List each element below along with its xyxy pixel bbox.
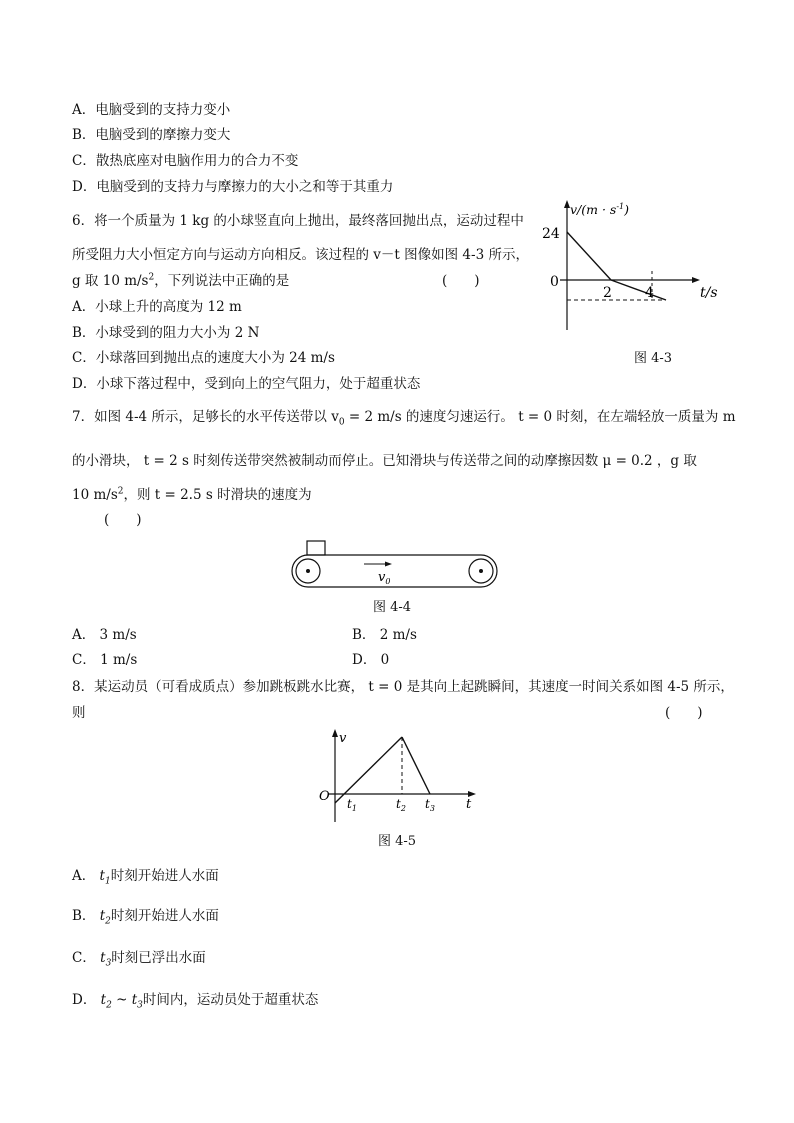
q6-stem-line2: 所受阻力大小恒定方向与运动方向相反。该过程的 v－t 图像如图 4-3 所示，	[72, 247, 529, 263]
origin-label: 0	[550, 274, 559, 290]
q7-stem-line2: 的小滑块， t = 2 s 时刻传送带突然被制动而停止。已知滑块与传送带之间的动摩擦因数 μ = 0.2 ，g 取	[72, 453, 697, 469]
falling-segment	[611, 280, 666, 300]
q6-stem-line1: 6．将一个质量为 1 kg 的小球竖直向上抛出，最终落回抛出点，运动过程中	[72, 213, 524, 229]
left-pulley-axle-icon	[306, 569, 310, 573]
q8-option-c: C． $t_3$时刻已浮出水面	[72, 950, 206, 969]
q8-option-d: D． $t_2$ ~ $t_3$时间内，运动员处于超重状态	[72, 992, 319, 1011]
y-axis-label: v	[339, 731, 347, 746]
x-tick-4: 4	[645, 285, 654, 301]
q5-option-b: B．电脑受到的摩擦力变大	[72, 127, 231, 143]
q7-option-c: C． 1 m/s	[72, 652, 138, 668]
q5-option-a: A．电脑受到的支持力变小	[72, 102, 231, 118]
q5-option-c: C．散热底座对电脑作用力的合力不变	[72, 153, 299, 169]
q6-stem-line3: g 取 10 $m/s^2$，下列说法中正确的是	[72, 272, 290, 289]
decelerating-segment	[402, 737, 430, 794]
q7-answer-bracket: ( )	[104, 512, 142, 528]
q8-stem-line1: 8．某运动员（可看成质点）参加跳板跳水比赛， t = 0 是其向上起跳瞬间，其速度一时间关系如图 4-5 所示，	[72, 679, 734, 695]
q8-answer-bracket: ( )	[665, 705, 703, 721]
arrow-head-icon	[385, 562, 392, 567]
q8-option-a: A． $t_1$时刻开始进人水面	[72, 868, 219, 887]
q6-option-b: B．小球受到的阻力大小为 2 N	[72, 325, 260, 341]
y-tick-24: 24	[542, 226, 560, 242]
q7-option-b: B． 2 m/s	[352, 627, 417, 643]
q8-stem-line2: 则	[72, 705, 86, 721]
q6-answer-bracket: ( )	[442, 273, 480, 289]
y-axis-label: $v/(m \cdot s^{-1})$	[570, 202, 630, 217]
figure-4-5-caption: 图 4-5	[378, 834, 417, 849]
q7-option-a: A． 3 m/s	[72, 627, 137, 643]
x-axis-label: t	[466, 797, 472, 812]
q7-stem-line1: 7．如图 4-4 所示，足够长的水平传送带以 $v_0 = 2$ m/s 的速度匀速运行。 t = 0 时刻，在左端轻放一质量为 m	[72, 409, 736, 428]
accelerating-segment	[335, 737, 402, 803]
y-axis-arrow-icon	[332, 729, 338, 737]
q6-option-c: C．小球落回到抛出点的速度大小为 24 m/s	[72, 350, 335, 366]
x-axis-arrow-icon	[692, 277, 700, 283]
q8-option-b: B． $t_2$时刻开始进人水面	[72, 908, 219, 927]
q5-option-d: D．电脑受到的支持力与摩擦力的大小之和等于其重力	[72, 179, 394, 195]
x-tick-t3: $t_3$	[425, 797, 435, 813]
q6-option-a: A．小球上升的高度为 12 m	[72, 299, 242, 315]
right-pulley-axle-icon	[479, 569, 483, 573]
slider-block	[307, 541, 325, 555]
origin-label: O	[319, 789, 330, 804]
figure-4-4-caption: 图 4-4	[373, 600, 412, 615]
rising-segment	[567, 232, 611, 280]
figure-4-4-conveyor	[288, 538, 504, 596]
x-tick-2: 2	[603, 285, 612, 301]
q6-option-d: D．小球下落过程中，受到向上的空气阻力，处于超重状态	[72, 376, 421, 392]
x-axis-label: t/s	[700, 285, 718, 301]
q7-option-d: D． 0	[352, 652, 390, 668]
figure-4-3-graph	[530, 196, 725, 336]
x-tick-t1: $t_1$	[347, 797, 357, 813]
figure-4-3-caption: 图 4-3	[634, 351, 673, 366]
x-tick-t2: $t_2$	[396, 797, 406, 813]
figure-4-5-graph	[312, 724, 482, 824]
belt-speed-label: $v_0$	[378, 570, 391, 586]
q7-stem-line3: 10 $m/s^2$，则 t = 2.5 s 时滑块的速度为	[72, 486, 312, 503]
